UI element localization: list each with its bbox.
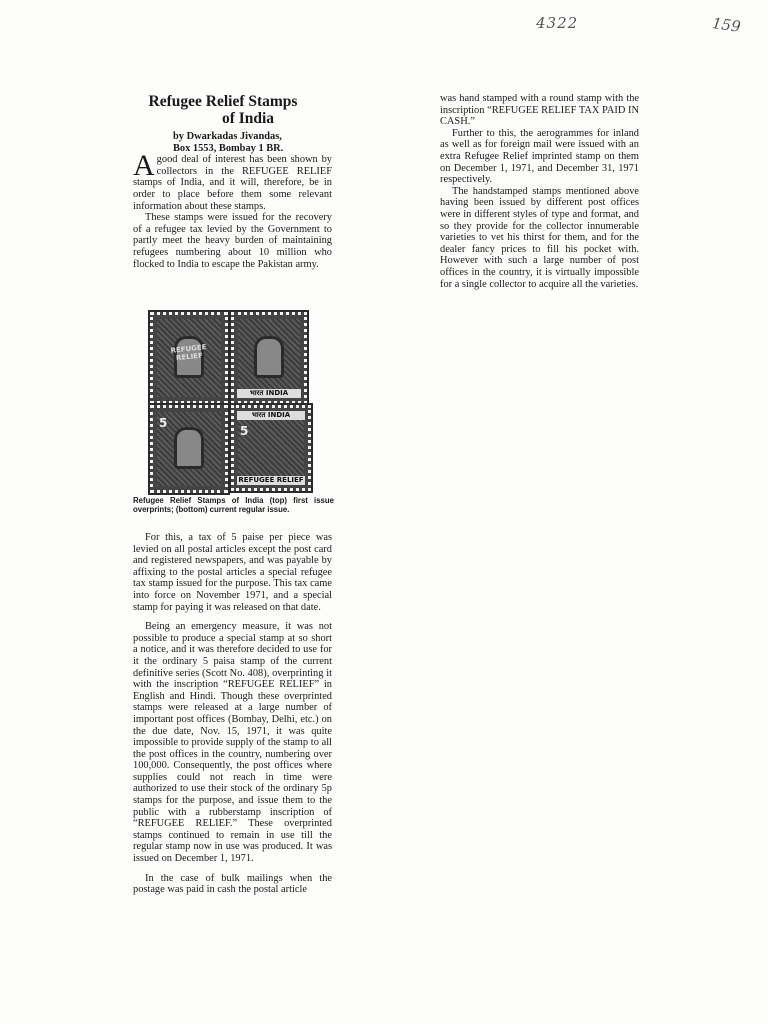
left-column-lower [133, 532, 332, 896]
handwritten-page-number: 159 [710, 14, 742, 36]
article-title [133, 93, 313, 127]
byline [173, 131, 333, 154]
stamp-overprint-2 [231, 312, 307, 404]
photo-caption: Refugee Relief Stamps of India (top) first issue overprints; (bottom) current regular issue. [133, 496, 334, 514]
stamp-value: 5 [240, 424, 249, 438]
paragraph-2: These stamps were issued for the recovery of a refugee tax levied by the Government to partly meet the heavy burden of maintaining refugees numbering about 10 million who flocked to India to escape the Pakistan army. [133, 212, 332, 270]
right-column [440, 93, 639, 290]
paragraph-1 [133, 149, 332, 212]
stamps-photo [147, 309, 309, 489]
byline-address: Box 1553, Bombay 1 BR. [173, 142, 284, 154]
stamp-refugee-band: REFUGEE RELIEF [238, 476, 304, 484]
lion-capital-emblem [174, 427, 204, 469]
paragraph-aerogrammes: Further to this, the aerogrammes for inland as well as for foreign mail were issued with an extra Refugee Relief imprinted stamp on them on December 1, 1971, and December 31, 1971 respectively. [440, 127, 639, 186]
paragraph-continued: was hand stamped with a round stamp with the inscription “REFUGEE RELIEF TAX PAID IN CASH.” [440, 93, 639, 128]
stamp-regular-1 [150, 405, 228, 493]
stamp-value: 5 [159, 416, 168, 430]
stamp-country-band: भारत INDIA [237, 411, 305, 420]
paragraph-1-text: good deal of interest has been shown by collectors in the REFUGEE RELIEF stamps of India, and it will, therefore, be in order to place before them some relevant information about these stamps. [133, 154, 332, 212]
stamp-overprint-1 [150, 312, 228, 404]
paragraph-5: In the case of bulk mailings when the postage was paid in cash the postal article [133, 872, 332, 896]
drop-cap: A [133, 149, 155, 183]
paragraph-4: Being an emergency measure, it was not possible to produce a special stamp at so short a notice, and it was therefore decided to use for it the ordinary 5 paisa stamp of the current definitive series (Scott No. 408), overprinting it with the inscription “REFUGEE RELIEF” in English and Hindi. Though these overprinted stamps were released at a large number of important post offices (Bombay, Delhi, etc.) on the due date, Nov. 15, 1971, it was quite impossible to provide supply of the stamp to all the post offices in the country, numbering over 100,000. Consequently, the post offices where supplies could not reach in time were authorized to use their stock of the ordinary 5p stamps for the purpose, and issue them to the public with a rubberstamp inscription of “REFUGEE RELIEF.” These overprinted stamps continued to remain in use till the regular stamp now in use was produced. It was issued on December 1, 1971. [133, 621, 332, 865]
byline-name: by Dwarkadas Jivandas, [173, 131, 282, 142]
left-column [133, 93, 332, 270]
stamp-overprint-text: REFUGEE RELIEF [170, 343, 207, 363]
stamp-figure-icon [254, 336, 284, 378]
stamp-regular-2 [231, 405, 311, 491]
paragraph-3: For this, a tax of 5 paise per piece was levied on all postal articles except the post card and registered newspapers, and was payable by affixing to the postal articles a special refugee tax stamp issued for the purpose. This tax came into force on November 1971, and a special stamp for paying it was released on that date. [133, 532, 332, 613]
title-line-2: of India [221, 110, 275, 127]
paragraph-handstamped: The handstamped stamps mentioned above having been issued by different post offices were in different styles of type and format, and so they provide for the collector innumerable varieties to vet his thirst for them, and for the dealer fancy prices to fill his pocket with. However with such a large number of post offices in the country, it is virtually impossible for a single collector to acquire all the varieties. [440, 185, 639, 290]
title-line-1: Refugee Relief Stamps [148, 93, 298, 110]
handwritten-number: 4322 [536, 14, 579, 32]
stamp-country-band: भारत INDIA [237, 389, 301, 398]
